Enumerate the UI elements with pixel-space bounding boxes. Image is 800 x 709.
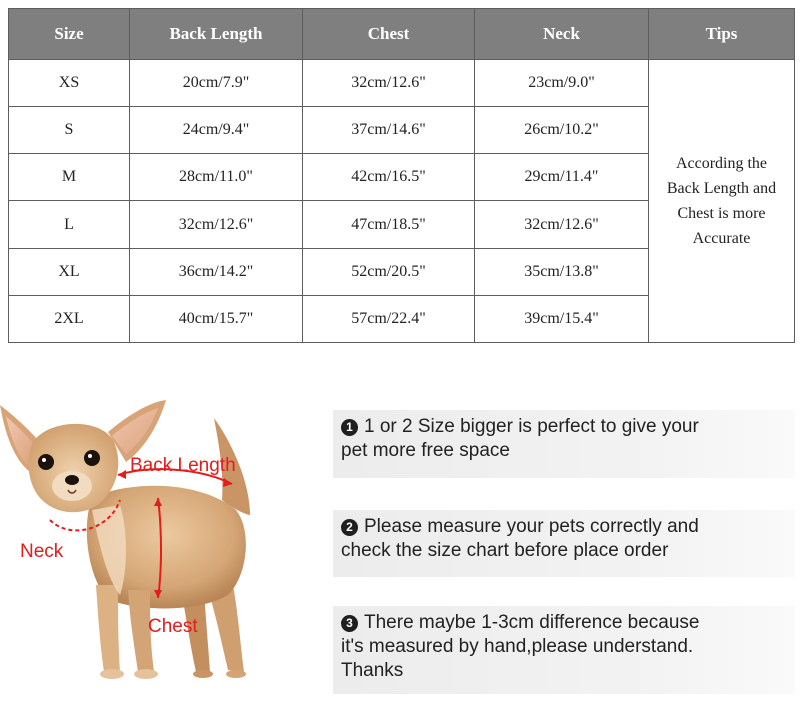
- size-cell: L: [9, 201, 130, 248]
- chest-cell: 42cm/16.5": [303, 154, 475, 201]
- back-length-cell: 24cm/9.4": [130, 107, 303, 154]
- note-line: pet more free space: [341, 440, 510, 461]
- header-back-length: Back Length: [130, 9, 303, 60]
- neck-cell: 26cm/10.2": [475, 107, 649, 154]
- tips-line: Accurate: [692, 230, 751, 247]
- back-length-cell: 32cm/12.6": [130, 201, 303, 248]
- number-circle-icon: 1: [341, 419, 358, 436]
- size-chart-table: [8, 8, 795, 343]
- number-circle-icon: 2: [341, 519, 358, 536]
- number-circle-icon: 3: [341, 615, 358, 632]
- size-cell: 2XL: [9, 295, 130, 342]
- note-line: Thanks: [341, 660, 404, 681]
- header-neck: Neck: [475, 9, 649, 60]
- neck-cell: 29cm/11.4": [475, 154, 649, 201]
- chest-cell: 37cm/14.6": [303, 107, 475, 154]
- dog-measurement-diagram: [0, 380, 320, 709]
- neck-cell: 39cm/15.4": [475, 295, 649, 342]
- neck-cell: 32cm/12.6": [475, 201, 649, 248]
- chest-label: Chest: [148, 616, 198, 637]
- chest-cell: 57cm/22.4": [303, 295, 475, 342]
- note-text: There maybe 1-3cm difference because: [364, 612, 700, 633]
- note-panel-3: [333, 606, 795, 694]
- neck-label: Neck: [20, 541, 64, 562]
- tips-cell: [649, 60, 795, 343]
- back-length-cell: 20cm/7.9": [130, 60, 303, 107]
- tips-line: Chest is more: [677, 205, 766, 222]
- note-line: check the size chart before place order: [341, 540, 669, 561]
- note-line: [341, 515, 787, 539]
- note-text: 1 or 2 Size bigger is perfect to give your: [364, 416, 699, 437]
- back-length-cell: 40cm/15.7": [130, 295, 303, 342]
- note-text: Please measure your pets correctly and: [364, 516, 699, 537]
- note-line: [341, 611, 787, 635]
- note-line: it's measured by hand,please understand.: [341, 636, 694, 657]
- tips-line: According the: [675, 155, 768, 172]
- note-panel-1: [333, 410, 795, 478]
- size-cell: M: [9, 154, 130, 201]
- header-tips: Tips: [649, 9, 795, 60]
- table-header-row: [9, 9, 795, 60]
- back-length-cell: 36cm/14.2": [130, 248, 303, 295]
- chest-cell: 52cm/20.5": [303, 248, 475, 295]
- size-cell: XL: [9, 248, 130, 295]
- note-line: [341, 415, 787, 439]
- note-panel-2: [333, 510, 795, 577]
- size-cell: S: [9, 107, 130, 154]
- chest-cell: 47cm/18.5": [303, 201, 475, 248]
- header-size: Size: [9, 9, 130, 60]
- neck-cell: 23cm/9.0": [475, 60, 649, 107]
- size-cell: XS: [9, 60, 130, 107]
- back-length-cell: 28cm/11.0": [130, 154, 303, 201]
- back-length-label: Back Length: [130, 455, 236, 476]
- table-row: [9, 60, 795, 107]
- header-chest: Chest: [303, 9, 475, 60]
- tips-line: Back Length and: [666, 180, 777, 197]
- chest-cell: 32cm/12.6": [303, 60, 475, 107]
- neck-cell: 35cm/13.8": [475, 248, 649, 295]
